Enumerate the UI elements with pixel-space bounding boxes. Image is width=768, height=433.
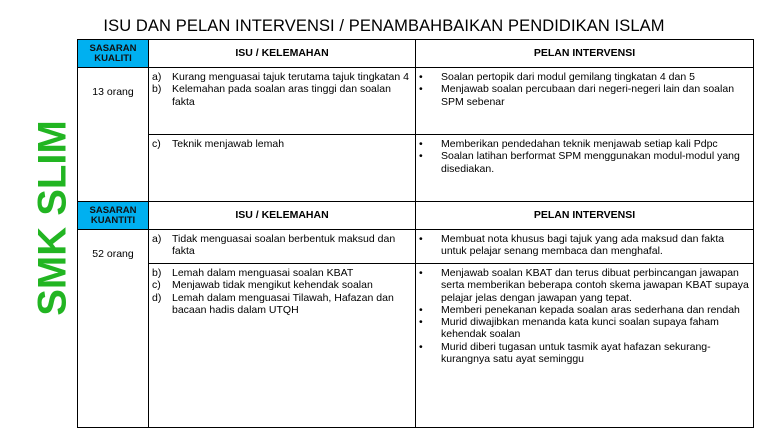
school-label [8,120,75,316]
page-title: ISU DAN PELAN INTERVENSI / PENAMBAHBAIKAN PENDIDIKAN ISLAM [103,17,665,35]
plan-cell [416,230,754,264]
list-item: a) Tidak menguasai soalan berbentuk maksud dan fakta [152,233,396,258]
list-item: • Menjawab soalan KBAT dan terus dibuat perbincangan jawapan serta memberikan beberapa contoh skema jawapan KBAT supaya pelajar jelas dengan jawapan yang tepat. [419,267,749,304]
issue-cell [149,68,416,135]
list-item: c) Menjawab tidak mengikut kehendak soalan [152,279,373,292]
section-header-row [78,40,754,68]
issue-column-header: ISU / KELEMAHAN [149,202,416,230]
list-item: • Soalan pertopik dari modul gemilang tingkatan 4 dan 5 [419,71,695,83]
issue-cell [149,230,416,264]
table-row [78,230,754,264]
table-row [78,68,754,135]
plan-cell [416,264,754,428]
list-item: b) Kelemahan pada soalan aras tinggi dan soalan fakta [152,83,391,108]
list-item: • Membuat nota khusus bagi tajuk yang ada maksud dan fakta untuk pelajar senang membaca dan menghafal. [419,233,725,258]
table-row [78,264,754,428]
plan-cell [416,135,754,202]
list-item: b) Lemah dalam menguasai soalan KBAT [152,267,354,279]
list-item: c) Teknik menjawab lemah [152,138,285,150]
plan-column-header: PELAN INTERVENSI [416,202,754,230]
school-label-text: SMK SLIM [30,120,75,316]
issue-cell [149,135,416,202]
section-header-row [78,202,754,230]
student-count: 13 orang [78,68,149,202]
issue-column-header: ISU / KELEMAHAN [149,40,416,68]
intervention-table [77,39,754,428]
list-item: • Murid diwajibkan menanda kata kunci soalan supaya faham kehendak soalan [419,316,719,341]
list-item: • Memberikan pendedahan teknik menjawab setiap kali Pdpc [419,138,718,150]
plan-column-header: PELAN INTERVENSI [416,40,754,68]
target-label: SASARAN KUANTITI [78,202,149,230]
table-row [78,135,754,202]
list-item: a) Kurang menguasai tajuk terutama tajuk tingkatan 4 [152,71,409,83]
target-label: SASARAN KUALITI [78,40,149,68]
list-item: • Murid diberi tugasan untuk tasmik ayat hafazan sekurang-kurangnya satu ayat seminggu [419,340,711,366]
list-item: • Memberi penekanan kepada soalan aras sederhana dan rendah [419,303,740,316]
student-count: 52 orang [78,230,149,428]
list-item: • Menjawab soalan percubaan dari negeri-negeri lain dan soalan SPM sebenar [419,83,735,108]
list-item: d) Lemah dalam menguasai Tilawah, Hafazan dan bacaan hadis dalam UTQH [152,291,394,316]
list-item: • Soalan latihan berformat SPM menggunakan modul-modul yang disediakan. [419,150,740,175]
plan-cell [416,68,754,135]
issue-cell [149,264,416,428]
